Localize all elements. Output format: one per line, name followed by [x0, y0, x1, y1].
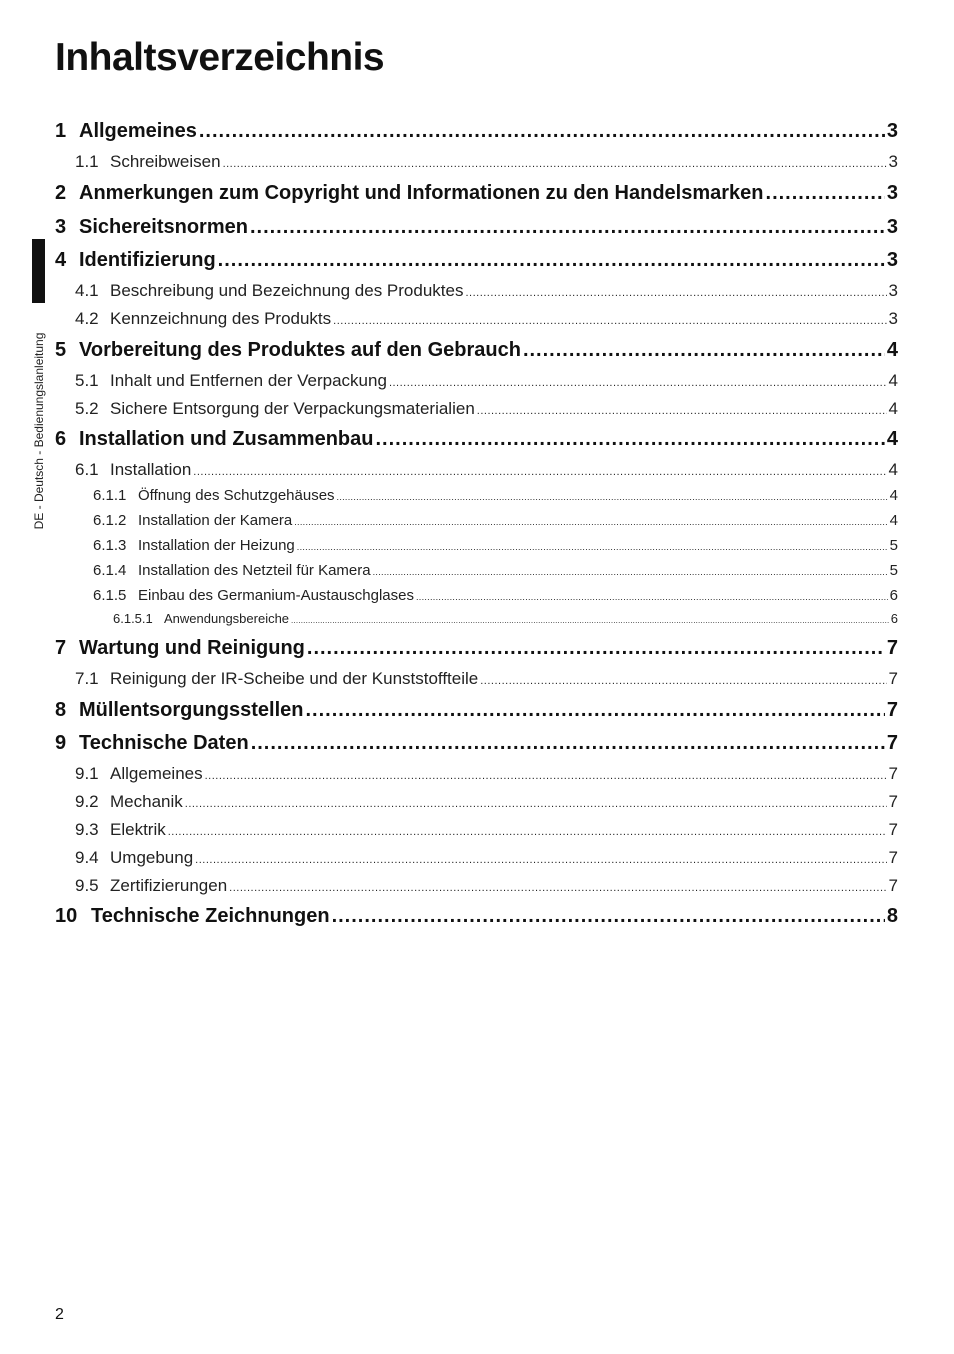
toc-leader: [523, 340, 885, 360]
toc-leader: [223, 159, 887, 170]
toc-label: Inhalt und Entfernen der Verpackung: [110, 371, 387, 390]
toc-entry[interactable]: [75, 310, 898, 327]
toc-number: 4: [55, 249, 67, 271]
toc-leader: [294, 518, 887, 527]
toc-page: 4: [888, 399, 898, 418]
toc-page: 7: [888, 876, 898, 895]
toc-entry[interactable]: [75, 372, 898, 389]
toc-number: 9: [55, 732, 67, 754]
toc-number: 6.1.5.1: [113, 611, 153, 626]
toc-leader: [195, 855, 886, 866]
toc-page: 3: [888, 281, 898, 300]
toc-entry[interactable]: [75, 877, 898, 894]
toc-number: 5.2: [75, 399, 99, 418]
toc-number: 5.1: [75, 371, 99, 390]
toc-number: 9.4: [75, 848, 99, 867]
toc-label: Mechanik: [110, 792, 183, 811]
toc-entry[interactable]: [55, 250, 898, 270]
toc-page: 4: [889, 487, 898, 504]
toc-label: Müllentsorgungsstellen: [79, 699, 304, 721]
toc-entry[interactable]: [75, 849, 898, 866]
toc-page: 3: [886, 120, 898, 142]
page-title: Inhaltsverzeichnis: [55, 36, 385, 79]
toc-label: Wartung und Reinigung: [79, 637, 305, 659]
toc-entry[interactable]: [55, 700, 898, 720]
page-number: 2: [55, 1306, 64, 1323]
toc-page: 7: [888, 848, 898, 867]
toc-label: Reinigung der IR-Scheibe und der Kunststoffteile: [110, 669, 479, 688]
toc-page: 5: [889, 562, 898, 579]
toc-number: 5: [55, 339, 67, 361]
toc-number: 4.2: [75, 309, 99, 328]
toc-label: Installation des Netzteil für Kamera: [138, 562, 371, 579]
toc-page: 3: [886, 182, 898, 204]
toc-leader: [337, 493, 888, 502]
toc-leader: [291, 617, 889, 625]
toc-number: 6.1.3: [93, 537, 127, 554]
toc-leader: [373, 568, 888, 577]
toc-number: 2: [55, 182, 67, 204]
toc-number: 6.1.2: [93, 512, 127, 529]
toc-page: 7: [886, 699, 898, 721]
toc-leader: [251, 733, 885, 753]
toc-entry[interactable]: [93, 588, 898, 603]
toc-leader: [389, 378, 887, 389]
toc-entry[interactable]: [55, 183, 898, 203]
toc-label: Technische Daten: [79, 732, 249, 754]
toc-label: Sichereitsnormen: [79, 216, 248, 238]
toc-label: Technische Zeichnungen: [91, 905, 330, 927]
toc-label: Umgebung: [110, 848, 194, 867]
toc-page: 7: [886, 732, 898, 754]
toc-entry[interactable]: [55, 906, 898, 926]
toc-number: 6.1.4: [93, 562, 127, 579]
toc-leader: [375, 429, 884, 449]
toc-label: Installation und Zusammenbau: [79, 428, 374, 450]
toc-page: 5: [889, 537, 898, 554]
toc-entry[interactable]: [55, 638, 898, 658]
toc-leader: [250, 217, 885, 237]
toc-entry[interactable]: [93, 538, 898, 553]
toc-page: 4: [888, 460, 898, 479]
toc-page: 7: [888, 792, 898, 811]
toc-leader: [205, 771, 887, 782]
toc-entry[interactable]: [75, 400, 898, 417]
toc-label: Installation der Heizung: [138, 537, 295, 554]
toc-number: 9.2: [75, 792, 99, 811]
toc-label: Installation der Kamera: [138, 512, 293, 529]
toc-page: 4: [889, 512, 898, 529]
toc-label: Öffnung des Schutzgehäuses: [138, 487, 335, 504]
toc-entry[interactable]: [55, 429, 898, 449]
toc-leader: [297, 543, 888, 552]
toc-entry[interactable]: [75, 670, 898, 687]
toc-label: Installation: [110, 460, 192, 479]
toc-page: 3: [888, 309, 898, 328]
toc-number: 3: [55, 216, 67, 238]
toc-number: 4.1: [75, 281, 99, 300]
toc-entry[interactable]: [55, 733, 898, 753]
toc-entry[interactable]: [55, 340, 898, 360]
side-label: DE - Deutsch - Bedienungslanleitung: [32, 332, 46, 530]
toc-leader: [193, 467, 886, 478]
toc-label: Einbau des Germanium-Austauschglases: [138, 587, 414, 604]
toc-page: 7: [888, 764, 898, 783]
toc-label: Identifizierung: [79, 249, 216, 271]
toc-label: Allgemeines: [110, 764, 203, 783]
toc-leader: [416, 593, 888, 602]
toc-number: 1.1: [75, 152, 99, 171]
toc-number: 8: [55, 699, 67, 721]
toc-number: 6.1.5: [93, 587, 127, 604]
toc-entry[interactable]: [75, 793, 898, 810]
toc-page: 3: [886, 216, 898, 238]
toc-page: 3: [886, 249, 898, 271]
toc-leader: [185, 799, 887, 810]
toc-leader: [199, 121, 885, 141]
toc-entry[interactable]: [75, 461, 898, 478]
toc-number: 10: [55, 905, 78, 927]
toc-leader: [766, 183, 885, 203]
toc-number: 6.1.1: [93, 487, 127, 504]
toc-page: 7: [888, 669, 898, 688]
toc-entry[interactable]: [75, 282, 898, 299]
toc-leader: [465, 288, 886, 299]
toc-number: 6.1: [75, 460, 99, 479]
toc-number: 7.1: [75, 669, 99, 688]
toc-leader: [218, 250, 885, 270]
toc-number: 6: [55, 428, 67, 450]
toc-page: 8: [886, 905, 898, 927]
toc-leader: [307, 638, 885, 658]
toc-label: Allgemeines: [79, 120, 197, 142]
toc-number: 7: [55, 637, 67, 659]
toc-entry[interactable]: [75, 821, 898, 838]
toc-label: Beschreibung und Bezeichnung des Produktes: [110, 281, 464, 300]
toc-label: Anmerkungen zum Copyright und Informationen zu den Handelsmarken: [79, 182, 764, 204]
toc-label: Kennzeichnung des Produkts: [110, 309, 332, 328]
toc-leader: [168, 827, 887, 838]
toc-page: 6: [889, 587, 898, 604]
toc-page: 4: [888, 371, 898, 390]
toc-label: Vorbereitung des Produktes auf den Gebrauch: [79, 339, 521, 361]
toc-entry[interactable]: [93, 513, 898, 528]
toc-number: 9.1: [75, 764, 99, 783]
toc-label: Anwendungsbereiche: [164, 611, 290, 626]
toc-number: 9.5: [75, 876, 99, 895]
toc-page: 6: [890, 611, 898, 626]
toc-page: 7: [888, 820, 898, 839]
toc-entry[interactable]: [93, 488, 898, 503]
toc-number: 9.3: [75, 820, 99, 839]
toc-number: 1: [55, 120, 67, 142]
side-marker-bar: [32, 239, 45, 303]
toc-entry[interactable]: [55, 217, 898, 237]
toc-label: Sichere Entsorgung der Verpackungsmaterialien: [110, 399, 475, 418]
toc-leader: [305, 700, 884, 720]
toc-entry[interactable]: [113, 612, 898, 625]
toc-entry[interactable]: [75, 765, 898, 782]
toc-leader: [229, 883, 886, 894]
toc-label: Schreibweisen: [110, 152, 221, 171]
toc-label: Zertifizierungen: [110, 876, 228, 895]
toc-entry[interactable]: [55, 121, 898, 141]
toc-label: Elektrik: [110, 820, 166, 839]
toc-leader: [480, 676, 886, 687]
toc-entry[interactable]: [75, 153, 898, 170]
toc-leader: [477, 406, 887, 417]
toc-page: 7: [886, 637, 898, 659]
toc-leader: [333, 316, 886, 327]
toc-page: 3: [888, 152, 898, 171]
toc-page: 4: [886, 339, 898, 361]
toc-leader: [332, 906, 885, 926]
toc-entry[interactable]: [93, 563, 898, 578]
toc-page: 4: [886, 428, 898, 450]
